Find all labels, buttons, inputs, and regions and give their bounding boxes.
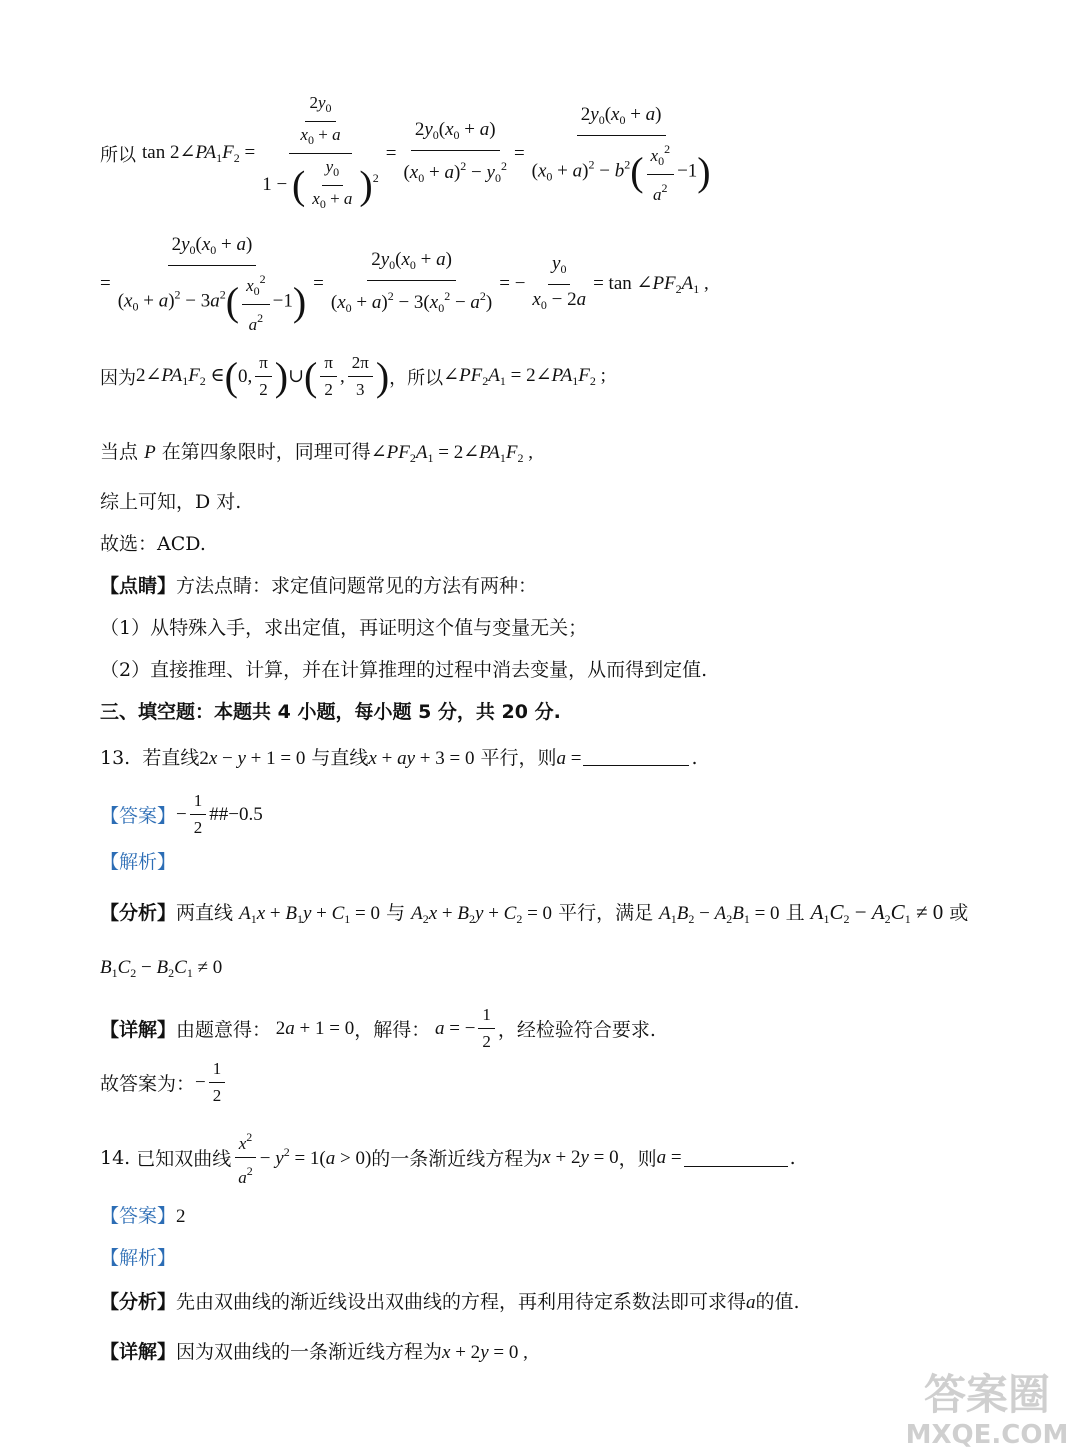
q14-answer-line: 【答案】2 (100, 1205, 186, 1227)
watermark-top-text: 答案圈 (923, 1370, 1051, 1419)
q14-xiangjie-line: 【详解】因为双曲线的一条渐近线方程为x + 2y = 0 , (100, 1341, 528, 1363)
because-line: 因为 $2\angle PA_1F_2$ ∈ ( 0, $\frac{\pi}{2}$ ) ∪ ( $\frac{\pi}{2}$ , $\frac{2\pi}{3}$ ) ，所以 $\angle PF_2A_1$ = $2\angle PA_1F_2$ ; (100, 353, 606, 399)
equation-simplification: = $2y_0(x_0 + a)$ $(x_0 + a)^2 - 3a^2$( $\frac{x_0^2}{a^2}$ −1) = $\frac{2y_0(x_0 + a)}{(x_0 + a)^2 - 3(x_0^2 - a^2)}$ = − $\frac{y_0}{x_0 - 2a}$ = $\tan \angle PF_2A_1$ , (100, 234, 709, 334)
watermark-bottom-text: MXQE.COM (905, 1420, 1069, 1449)
tip-item-1: （1）从特殊入手，求出定值，再证明这个值与变量无关； (100, 617, 588, 639)
q13-answer-line: 【答案】 − $\frac{1}{2}$ ##−0.5 (100, 791, 263, 837)
q13-analysis-tag: 【解析】 (100, 851, 177, 873)
intro-so: 所以 (100, 144, 136, 166)
watermark-logo (902, 1359, 1072, 1449)
tip-tag: 【点睛】 (100, 575, 177, 597)
q13-final-line: 故答案为： − $\frac{1}{2}$ (100, 1058, 228, 1107)
choice-line: 故选：ACD. (100, 533, 206, 555)
equation-tan-2-angle: 所以 $\tan 2\angle PA_1F_2$ = $\frac{2y_0}{x_0 + a}$ 1 − ( $\frac{y_0}{x_0 + a}$ )$^2$ = $\frac{2y_0(x_0 + a)}{(x_0 + a)^2 - y_0^2}$ = $2y_0(x_0 + a)$ $(x_0 + a)^2 - b^2$( $\frac{x_0^2}{a^2}$ −1) (100, 93, 711, 211)
q14-fenxi-line: 【分析】先由双曲线的渐近线设出双曲线的方程，再利用待定系数法即可求得a的值. (100, 1291, 800, 1313)
question-13: 13. 若直线2x − y + 1 = 0 与直线x + ay + 3 = 0 平行，则a = . (100, 747, 698, 769)
question-14: 14. 已知双曲线 $\frac{x^2}{a^2}$ − $y^2 = 1(a > 0)$ 的一条渐近线方程为 x + 2y = 0 ，则 a = . (100, 1126, 796, 1189)
conclusion-line: 综上可知，D 对. (100, 491, 242, 513)
section-title: 三、填空题：本题共 4 小题，每小题 5 分，共 20 分. (100, 701, 561, 723)
answer-blank-14 (684, 1148, 788, 1167)
q13-xiangjie-line: 【详解】 由题意得： 2a + 1 = 0 ，解得： a = − $\frac{1}{2}$ ，经检验符合要求. (100, 1005, 656, 1051)
q13-fenxi-cont: $B_1C_2 - B_2C_1 \ne 0$ (100, 957, 223, 980)
tip-line: 【点睛】方法点睛：求定值问题常见的方法有两种： (100, 575, 538, 597)
q14-analysis-tag: 【解析】 (100, 1247, 177, 1269)
tip-item-2: （2）直接推理、计算，并在计算推理的过程中消去变量，从而得到定值. (100, 659, 708, 681)
q13-fenxi-line: 【分析】两直线 $A_1x + B_1y + C_1 = 0$ 与 $A_2x + B_2y + C_2 = 0$ 平行，满足 $A_1B_2 - A_2B_1 = 0$ 且 $A_1C_2 - A_2C_1 \ne 0$ 或 (100, 900, 969, 926)
fourth-quadrant-line: 当点 P 在第四象限时，同理可得$\angle PF_2A_1$ = $2\angle PA_1F_2$ , (100, 441, 533, 465)
answer-tag-13: 【答案】 (100, 805, 177, 827)
answer-blank-13 (583, 747, 689, 766)
